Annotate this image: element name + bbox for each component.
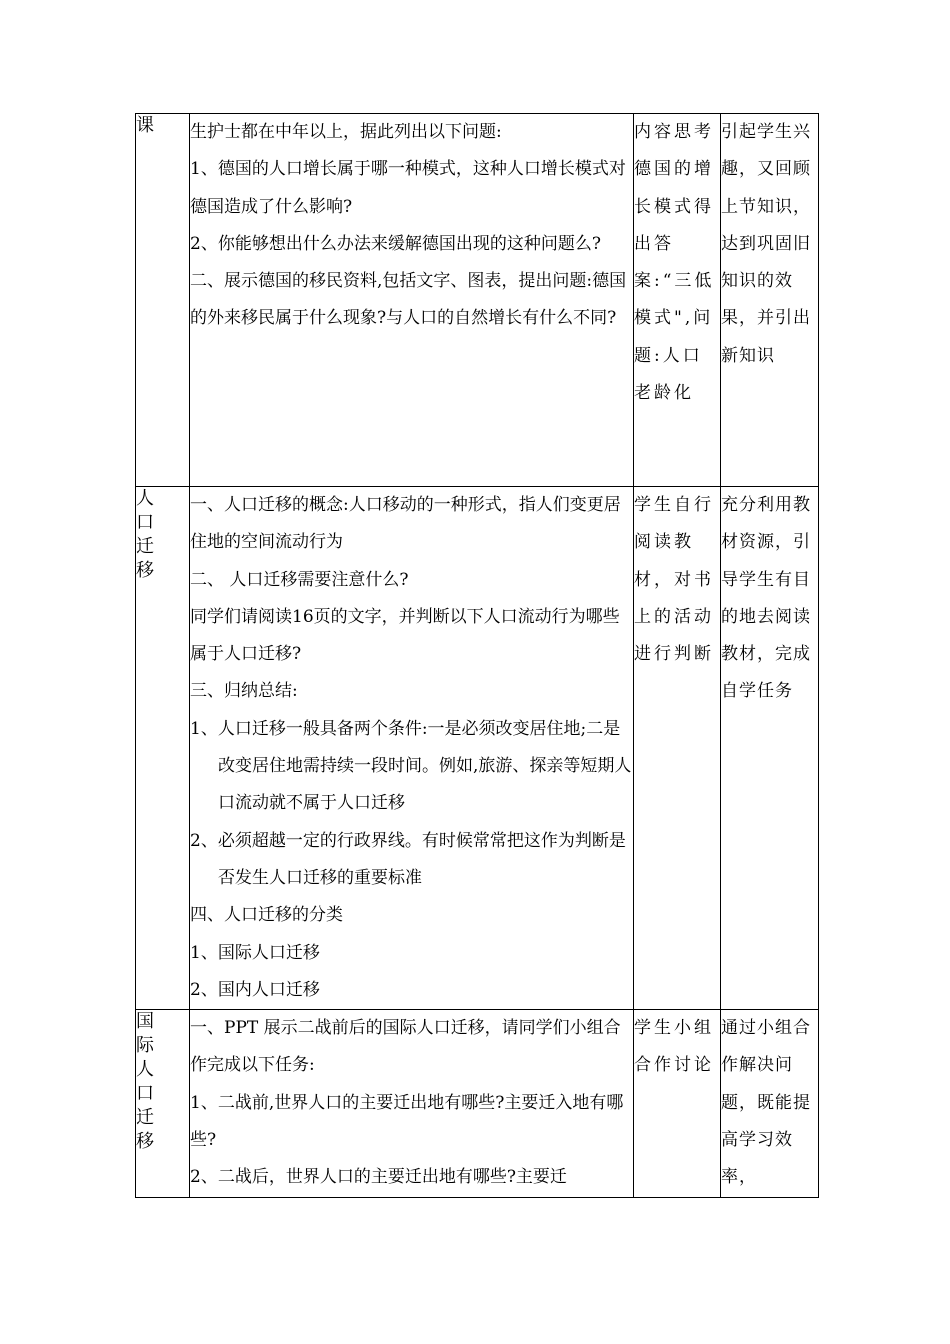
- content-line: 2、你能够想出什么办法来缓解德国出现的这种问题么?: [190, 233, 601, 254]
- section-label-cell: [136, 1010, 190, 1197]
- design-purpose-cell: 引起学生兴趣，又回顾上节知识，达到巩固旧知识的效果，并引出新知识: [721, 114, 819, 487]
- student-activity-cell: 学生小组合作讨论: [634, 1010, 721, 1197]
- section-label-char: 人: [136, 1059, 154, 1081]
- section-label-char: 课: [136, 115, 154, 136]
- student-activity-cell: 学生自行阅读教材，对书上的活动进行判断: [634, 487, 721, 1010]
- content-line: 四、人口迁移的分类: [190, 905, 343, 926]
- content-line: 1、人口迁移一般具备两个条件:一是必须改变居住地;二是改变居住地需持续一段时间。例如,旅游、探亲等短期人口流动就不属于人口迁移: [190, 718, 632, 814]
- section-label-char: 移: [136, 560, 154, 581]
- content-line: 2、必须超越一定的行政界线。有时候常常把这作为判断是否发生人口迁移的重要标准: [190, 830, 626, 888]
- section-label-char: 移: [136, 1131, 154, 1153]
- design-purpose-cell: 充分利用教材资源，引导学生有目的地去阅读教材，完成自学任务: [721, 487, 819, 1010]
- content-line: 一、人口迁移的概念:人口移动的一种形式，指人们变更居住地的空间流动行为: [190, 495, 621, 553]
- section-label-char: 口: [136, 1083, 154, 1105]
- section-label-char: 迁: [136, 536, 154, 557]
- content-line: 1、国际人口迁移: [190, 942, 320, 963]
- content-line: 二、 人口迁移需要注意什么?: [190, 569, 409, 590]
- section-label-char: 迁: [136, 1107, 154, 1129]
- table-row: [136, 1010, 819, 1197]
- content-line: 生护士都在中年以上，据此列出以下问题:: [190, 122, 502, 142]
- content-line: 1、二战前,世界人口的主要迁出地有哪些?主要迁入地有哪些?: [190, 1092, 624, 1151]
- content-line: 二、展示德国的移民资料,包括文字、图表，提出问题:德国的外来移民属于什么现象?与人口的自然增长有什么不同?: [190, 271, 627, 329]
- content-line: 2、国内人口迁移: [190, 979, 320, 1000]
- section-label-cell: [136, 114, 190, 487]
- teaching-content-cell: [190, 1010, 634, 1197]
- lesson-plan-table: [135, 113, 819, 1198]
- section-label-char: 人: [136, 488, 154, 509]
- teaching-content-cell: [190, 487, 634, 1010]
- content-line: 2、二战后，世界人口的主要迁出地有哪些?主要迁: [190, 1167, 567, 1188]
- content-line: 同学们请阅读16页的文字，并判断以下人口流动行为哪些属于人口迁移?: [190, 606, 620, 665]
- section-label-char: 国: [136, 1011, 154, 1033]
- teaching-content-cell: [190, 114, 634, 487]
- section-label-char: 口: [136, 512, 154, 533]
- section-label-cell: [136, 487, 190, 1010]
- section-label-char: 际: [136, 1035, 154, 1057]
- content-line: 1、德国的人口增长属于哪一种模式，这种人口增长模式对德国造成了什么影响?: [190, 159, 626, 217]
- design-purpose-cell: 通过小组合作解决问题，既能提高学习效率，: [721, 1010, 819, 1197]
- student-activity-cell: 内容思考德国的增长模式得出答案:“三低模式",问题:人口老龄化: [634, 114, 721, 487]
- content-line: 一、PPT 展示二战前后的国际人口迁移，请同学们小组合作完成以下任务:: [190, 1018, 621, 1076]
- content-line: 三、归纳总结:: [190, 681, 298, 702]
- table-row: [136, 114, 819, 487]
- table-row: [136, 487, 819, 1010]
